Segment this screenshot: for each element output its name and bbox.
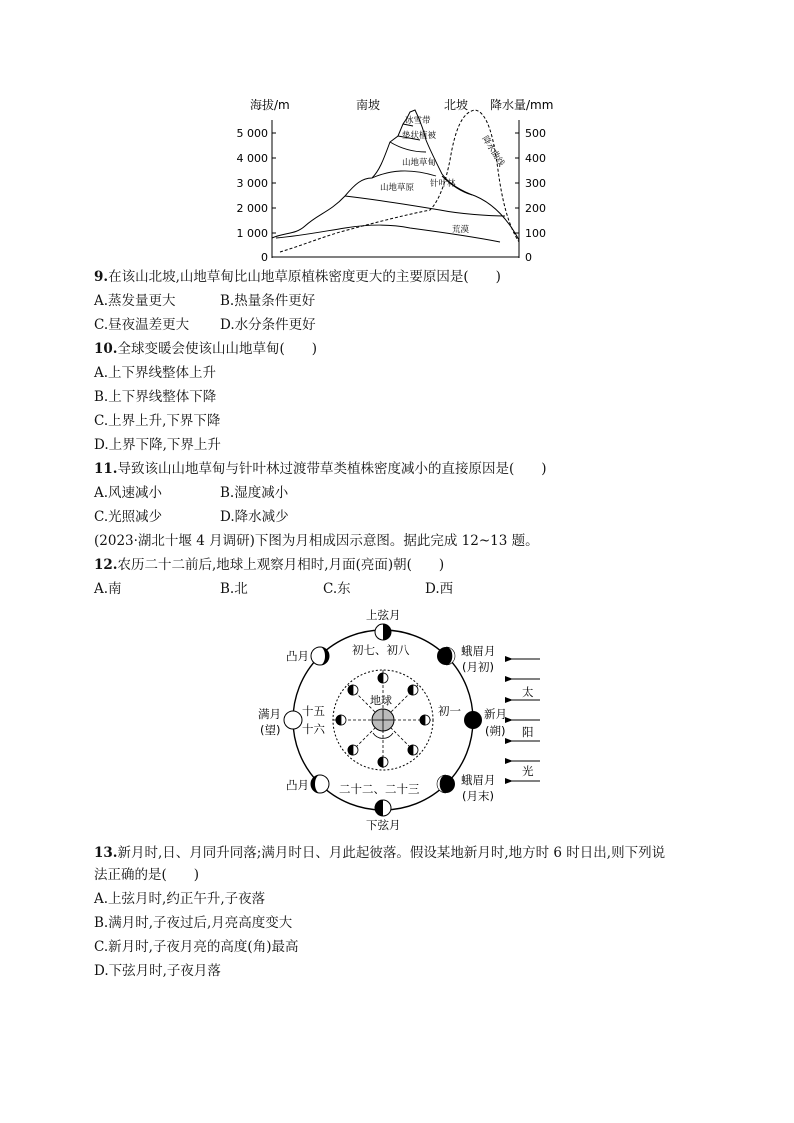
question-number: 11. <box>94 461 118 477</box>
label-last-quarter: 下弦月 <box>366 818 401 832</box>
option-d: D.水分条件更好 <box>220 317 316 333</box>
right-tick: 100 <box>525 227 546 240</box>
label-sun-char: 光 <box>522 764 534 778</box>
north-slope-label: 北坡 <box>444 98 469 112</box>
option-b: B.满月时,子夜过后,月亮高度变大 <box>94 915 293 931</box>
label-first-quarter: 上弦月 <box>366 608 401 622</box>
question-stem: 全球变暖会使该山山地草甸( ) <box>117 341 318 357</box>
precip-curve-label: 降水曲线 <box>479 134 506 169</box>
label-day-1: 初一 <box>438 704 461 718</box>
sunlight-arrows <box>512 659 540 781</box>
option-c: C.光照减少 <box>94 509 163 525</box>
question-9 <box>94 268 501 286</box>
zone-cushion: 垫状植被 <box>402 131 437 141</box>
question-number: 12. <box>94 557 118 573</box>
question-11 <box>94 460 547 478</box>
right-tick: 300 <box>525 177 546 190</box>
option-b: B.上下界线整体下降 <box>94 389 217 405</box>
label-day-16: 十六 <box>302 722 325 736</box>
zone-meadow: 山地草甸 <box>402 158 437 168</box>
question-number: 10. <box>94 341 118 357</box>
zone-grassland: 山地草原 <box>380 183 415 193</box>
label-day-7-8: 初七、初八 <box>352 643 410 657</box>
option-a: A.蒸发量更大 <box>94 293 176 309</box>
question-number: 13. <box>94 845 118 861</box>
mountain-zone-chart <box>236 92 570 267</box>
option-d: D.下弦月时,子夜月落 <box>94 963 221 979</box>
label-crescent-early-sub: (月初) <box>462 660 494 674</box>
left-axis-title: 海拔/m <box>250 98 290 112</box>
option-a: A.南 <box>94 581 122 597</box>
mountain-outline <box>272 110 519 240</box>
label-day-22-23: 二十二、二十三 <box>339 782 420 796</box>
label-full-moon: 满月 <box>258 707 281 721</box>
moon-new <box>464 711 482 729</box>
question-stem: 导致该山山地草甸与针叶林过渡带草类植株密度减小的直接原因是( ) <box>117 461 547 477</box>
question-10 <box>94 340 317 358</box>
intro-text: (2023·湖北十堰 4 月调研)下图为月相成因示意图。据此完成 12~13 题。 <box>94 533 539 549</box>
option-b: B.湿度减小 <box>220 485 289 501</box>
question-number: 9. <box>94 269 109 285</box>
left-tick: 0 <box>261 251 268 264</box>
label-sun-char: 阳 <box>522 725 534 739</box>
option-a: A.风速减小 <box>94 485 163 501</box>
label-crescent-late: 蛾眉月 <box>461 773 496 787</box>
label-full-moon-sub: (望) <box>260 723 281 737</box>
label-new-moon-sub: (朔) <box>485 724 506 738</box>
question-stem: 在该山北坡,山地草甸比山地草原植株密度更大的主要原因是( ) <box>108 269 501 285</box>
south-slope-label: 南坡 <box>356 98 381 112</box>
left-tick: 5 000 <box>236 127 268 140</box>
label-crescent-late-sub: (月末) <box>462 789 494 803</box>
label-gibbous-lower: 凸月 <box>286 778 309 792</box>
moon-full <box>284 711 302 729</box>
left-tick: 3 000 <box>236 177 268 190</box>
label-gibbous-upper: 凸月 <box>286 649 309 663</box>
left-tick: 1 000 <box>236 227 268 240</box>
option-a: A.上弦月时,约正午升,子夜落 <box>94 891 266 907</box>
option-a: A.上下界线整体上升 <box>94 365 217 381</box>
moon-phase-diagram <box>250 602 550 836</box>
option-d: D.西 <box>425 581 454 597</box>
option-c: C.昼夜温差更大 <box>94 317 190 333</box>
right-tick: 200 <box>525 202 546 215</box>
earth-label: 地球 <box>370 694 392 707</box>
option-d: D.降水减少 <box>220 509 289 525</box>
label-new-moon: 新月 <box>484 707 507 721</box>
question-stem: 新月时,日、月同升同落;满月时日、月此起彼落。假设某地新月时,地方时 6 时日出,则下列说 <box>117 845 666 861</box>
question-13 <box>94 844 665 862</box>
right-tick: 500 <box>525 127 546 140</box>
option-b: B.热量条件更好 <box>220 293 316 309</box>
label-day-15: 十五 <box>302 704 325 718</box>
option-b: B.北 <box>220 581 248 597</box>
label-sun-char: 太 <box>522 685 534 699</box>
option-c: C.上界上升,下界下降 <box>94 413 221 429</box>
option-c: C.东 <box>323 581 351 597</box>
zone-ice-snow: 冰雪带 <box>405 116 431 126</box>
option-d: D.上界下降,下界上升 <box>94 437 221 453</box>
question-13-cont: 法正确的是( ) <box>94 867 200 883</box>
question-stem: 农历二十二前后,地球上观察月相时,月面(亮面)朝( ) <box>117 557 445 573</box>
question-12 <box>94 556 444 574</box>
right-axis-title: 降水量/mm <box>490 98 554 112</box>
label-crescent-early: 蛾眉月 <box>461 644 496 658</box>
left-tick: 4 000 <box>236 152 268 165</box>
left-tick: 2 000 <box>236 202 268 215</box>
right-tick: 400 <box>525 152 546 165</box>
right-tick: 0 <box>525 251 532 264</box>
option-c: C.新月时,子夜月亮的高度(角)最高 <box>94 939 299 955</box>
zone-desert: 荒漠 <box>452 225 470 235</box>
zone-conifer: 针叶林 <box>430 179 456 189</box>
